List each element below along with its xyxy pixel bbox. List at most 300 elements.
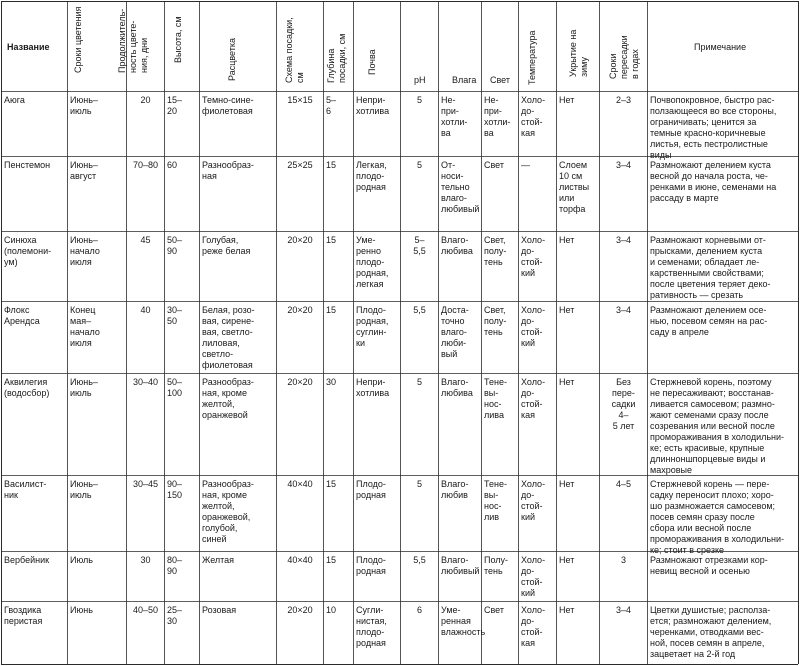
cell-line: Непри- — [356, 95, 386, 105]
cell-line: 5,5 — [413, 246, 426, 256]
cell-line: начало — [70, 246, 100, 256]
cell-depth — [326, 555, 351, 600]
cell-line: Не- — [484, 95, 499, 105]
cell-line: до- — [521, 616, 535, 626]
cell-line: 40×40 — [287, 555, 313, 565]
cell-line: стой- — [521, 501, 543, 511]
cell-line: 50 — [167, 316, 178, 326]
cell-line: Влаго- — [441, 555, 469, 565]
cell-line: сбора или весной после — [650, 523, 752, 533]
cell-note — [650, 377, 796, 474]
cell-duration — [129, 235, 162, 300]
cell-temp — [521, 555, 554, 600]
header-height: Высота, см — [173, 16, 183, 63]
cell-line: голубой, — [202, 523, 238, 533]
cell-line: июля — [70, 338, 92, 348]
cell-line: ограничивать; ценится за — [650, 117, 757, 127]
cell-duration — [129, 160, 162, 230]
cell-line: торфа — [559, 204, 586, 214]
cell-line: кая — [521, 410, 536, 420]
cell-line: (полемони- — [4, 246, 52, 256]
cell-line: 15 — [326, 235, 337, 245]
cell-line: любивый — [441, 204, 480, 214]
cell-line: 25– — [167, 605, 183, 615]
cell-line: шо размножается самосевом; — [650, 501, 776, 511]
cell-height — [167, 479, 197, 550]
cell-line: Свет, — [484, 235, 506, 245]
cell-line: Размножают отрезками кор- — [650, 555, 768, 565]
cell-line: Размножают делением осе- — [650, 305, 767, 315]
cell-line: 20 — [167, 106, 178, 116]
cell-line: 30–45 — [132, 479, 159, 489]
cell-line: Размножают делением куста — [650, 160, 771, 170]
cell-line: 70–80 — [132, 160, 159, 170]
cell-line: Июнь– — [70, 479, 98, 489]
cell-line: Тене- — [484, 479, 507, 489]
cell-line: лива — [484, 410, 504, 420]
cell-line: 2–3 — [615, 95, 632, 105]
header-bloom-time: Сроки цветения — [73, 6, 83, 73]
cell-line: полу- — [484, 246, 507, 256]
cell-ph — [403, 95, 436, 155]
cell-scheme — [279, 235, 321, 300]
cell-line: листья, есть пестролистные — [650, 139, 768, 149]
cell-light — [484, 95, 516, 155]
header-light: Свет — [490, 75, 511, 85]
cell-line: темные красно-коричневые — [650, 128, 766, 138]
cell-ph — [403, 305, 436, 372]
cell-soil — [356, 95, 398, 155]
cell-line: 15 — [326, 555, 337, 565]
cell-line: июль — [70, 106, 92, 116]
header-note: Примечание — [694, 42, 747, 52]
cell-name — [4, 305, 65, 372]
cell-line: лив — [484, 512, 500, 522]
cell-line: желтой, — [202, 501, 235, 511]
cell-line: 50– — [167, 377, 183, 387]
cell-line: точно — [441, 316, 465, 326]
cell-line: 30– — [167, 305, 183, 315]
cell-line: ная — [202, 171, 217, 181]
cell-line: вы- — [484, 490, 499, 500]
cell-line: Конец — [70, 305, 96, 315]
cell-line: Сугли- — [356, 605, 384, 615]
cell-duration — [129, 95, 162, 155]
cell-line: Нет — [559, 305, 575, 315]
cell-bloom — [70, 95, 124, 155]
cell-line: Уме- — [441, 605, 461, 615]
cell-line: Желтая — [202, 555, 235, 565]
cell-line: 5 — [416, 160, 422, 170]
cell-height — [167, 95, 197, 155]
cell-note — [650, 95, 796, 160]
cell-line: зацветает на 2-й год — [650, 649, 736, 659]
cell-name — [4, 95, 65, 155]
cell-line: 3–4 — [615, 305, 632, 315]
cell-line: фиолетовая — [202, 106, 253, 116]
cell-scheme — [279, 605, 321, 663]
cell-scheme — [279, 479, 321, 550]
cell-line: 30–40 — [132, 377, 159, 387]
cell-line: нистая, — [356, 616, 387, 626]
cell-line: Влаго- — [441, 235, 469, 245]
cell-color — [202, 555, 274, 600]
cell-line: Нет — [559, 555, 575, 565]
cell-transplant — [602, 377, 645, 474]
cell-line: родная — [356, 490, 386, 500]
cell-line: Холо- — [521, 479, 546, 489]
cell-line: при- — [484, 106, 502, 116]
cell-line: родная — [356, 638, 386, 648]
cell-light — [484, 555, 516, 600]
cell-line: ренно — [356, 246, 381, 256]
cell-line: пере- — [612, 388, 635, 398]
cell-line: Июнь– — [70, 377, 98, 387]
cell-line: хотлива — [356, 388, 390, 398]
cell-bloom — [70, 305, 124, 372]
cell-line: Холо- — [521, 235, 546, 245]
cell-scheme — [279, 160, 321, 230]
cell-line: стой- — [521, 257, 543, 267]
cell-line: Влаго- — [441, 377, 469, 387]
cell-line: Полу- — [484, 555, 509, 565]
cell-cover — [559, 605, 597, 663]
cell-temp — [521, 605, 554, 663]
cell-line: 20×20 — [287, 605, 313, 615]
cell-line: июль — [70, 490, 92, 500]
cell-light — [484, 160, 516, 230]
cell-line: Июнь– — [70, 95, 98, 105]
cell-line: до- — [521, 106, 535, 116]
cell-soil — [356, 160, 398, 230]
cell-moisture — [441, 555, 479, 600]
cell-soil — [356, 305, 398, 372]
cell-line: полу- — [484, 316, 507, 326]
cell-duration — [129, 555, 162, 600]
cell-line: созревания или весной после — [650, 421, 775, 431]
cell-line: 20×20 — [287, 377, 313, 387]
cell-line: садки — [611, 399, 636, 409]
cell-line: Свет — [484, 160, 505, 170]
cell-line: кая — [521, 638, 536, 648]
cell-line: влаго- — [441, 327, 467, 337]
cell-line: 3–4 — [615, 235, 632, 245]
cell-line: Влаго- — [441, 479, 469, 489]
cell-name — [4, 479, 65, 550]
cell-depth — [326, 479, 351, 550]
cell-ph — [403, 555, 436, 600]
cell-cover — [559, 95, 597, 155]
cell-scheme — [279, 305, 321, 372]
cell-line: саду в апреле — [650, 327, 709, 337]
cell-line: вы- — [484, 388, 499, 398]
cell-line: синей — [202, 534, 227, 544]
cell-note — [650, 605, 796, 663]
cell-line: Слоем — [559, 160, 588, 170]
cell-cover — [559, 555, 597, 600]
cell-line: ная, кроме — [202, 490, 247, 500]
cell-line: Нет — [559, 377, 575, 387]
cell-line: ум) — [4, 257, 18, 267]
cell-line: влаго- — [441, 193, 467, 203]
cell-moisture — [441, 235, 479, 300]
cell-height — [167, 555, 197, 600]
cell-line: до- — [521, 388, 535, 398]
cell-line: при- — [441, 106, 459, 116]
cell-light — [484, 305, 516, 372]
header-temperature: Температура — [527, 30, 537, 85]
cell-ph — [403, 479, 436, 550]
header-line: Схема посадки, — [284, 17, 294, 83]
cell-line: Плодо- — [356, 479, 386, 489]
cell-temp — [521, 479, 554, 550]
header-color: Расцветка — [227, 37, 237, 81]
cell-moisture — [441, 160, 479, 230]
cell-line: промораживания в холодильни- — [650, 432, 785, 442]
cell-line: Июнь– — [70, 235, 98, 245]
cell-line: стой- — [521, 327, 543, 337]
cell-ph — [403, 235, 436, 300]
cell-line: мая– — [70, 316, 92, 326]
cell-line: влажность — [441, 627, 486, 637]
cell-line: махровые — [650, 465, 692, 475]
cell-line: Голубая, — [202, 235, 239, 245]
cell-line: до- — [521, 490, 535, 500]
cell-line: ренками в июне, семенами на — [650, 182, 777, 192]
cell-temp — [521, 95, 554, 155]
cell-line: до- — [521, 566, 535, 576]
cell-ph — [403, 605, 436, 663]
cell-line: 60 — [167, 160, 178, 170]
cell-line: 15– — [167, 95, 183, 105]
cell-line: Василист- — [4, 479, 47, 489]
cell-line: лиловая, — [202, 338, 240, 348]
cell-line: посев семян сразу после — [650, 512, 755, 522]
cell-height — [167, 305, 197, 372]
cell-line: От- — [441, 160, 456, 170]
cell-duration — [129, 377, 162, 474]
cell-line: Стержневой корень — пере- — [650, 479, 770, 489]
cell-line: Пенстемон — [4, 160, 51, 170]
cell-line: 10 см — [559, 171, 583, 181]
cell-line: кий — [521, 338, 535, 348]
cell-note — [650, 160, 796, 230]
cell-line: 5 — [416, 95, 422, 105]
cell-line: оранжевой, — [202, 512, 251, 522]
cell-line: 90 — [167, 566, 178, 576]
cell-line: 3–4 — [615, 605, 632, 615]
cell-line: Июнь — [70, 605, 93, 615]
cell-line: Нет — [559, 479, 575, 489]
cell-cover — [559, 479, 597, 550]
cell-line: Холо- — [521, 377, 546, 387]
cell-line: родная — [356, 182, 386, 192]
cell-line: листвы — [559, 182, 590, 192]
cell-line: Темно-сине- — [202, 95, 254, 105]
cell-line: хотлива — [356, 106, 390, 116]
cell-scheme — [279, 95, 321, 155]
cell-line: Почвопокровное, быстро рас- — [650, 95, 775, 105]
cell-line: стой- — [521, 117, 543, 127]
cell-line: вая, сирене- — [202, 316, 255, 326]
cell-line: 45 — [140, 235, 151, 245]
cell-transplant — [602, 305, 645, 372]
cell-bloom — [70, 605, 124, 663]
cell-line: Холо- — [521, 95, 546, 105]
cell-note — [650, 235, 796, 300]
cell-line: Доста- — [441, 305, 469, 315]
cell-temp — [521, 160, 554, 230]
cell-line: весной до начала роста, че- — [650, 171, 768, 181]
cell-line: июль — [70, 388, 92, 398]
cell-line: ва — [484, 128, 494, 138]
cell-line: Плодо- — [356, 555, 386, 565]
cell-line: нос- — [484, 399, 502, 409]
cell-line: 5 — [416, 479, 422, 489]
cell-color — [202, 605, 274, 663]
cell-line: нью, посевом семян на рас- — [650, 316, 768, 326]
cell-line: Аюга — [4, 95, 25, 105]
cell-line: 20×20 — [287, 305, 313, 315]
cell-color — [202, 305, 274, 372]
cell-note — [650, 555, 796, 600]
cell-temp — [521, 377, 554, 474]
cell-line: люби- — [441, 338, 467, 348]
header-line: Продолжитель- — [117, 8, 127, 73]
cell-line: Нет — [559, 95, 575, 105]
cell-line: июля — [70, 257, 92, 267]
cell-line: 3–4 — [615, 160, 632, 170]
cell-line: после цветения теряет деко- — [650, 279, 771, 289]
cell-line: Аквилегия — [4, 377, 48, 387]
cell-cover — [559, 305, 597, 372]
cell-color — [202, 235, 274, 300]
cell-light — [484, 377, 516, 474]
cell-name — [4, 377, 65, 474]
cell-line: светло- — [202, 349, 234, 359]
cell-name — [4, 555, 65, 600]
cell-line: 10 — [326, 605, 337, 615]
cell-bloom — [70, 555, 124, 600]
cell-light — [484, 479, 516, 550]
cell-line: ки — [356, 338, 365, 348]
header-line: ность цвете- — [128, 20, 138, 73]
cell-line: ной, посев семян в апреле, — [650, 638, 765, 648]
cell-depth — [326, 235, 351, 300]
cell-moisture — [441, 605, 486, 663]
cell-line: 6 — [416, 605, 422, 615]
cell-line: Синюха — [4, 235, 37, 245]
cell-line: кий — [521, 588, 535, 598]
cell-line: любив — [441, 490, 468, 500]
cell-line: 5– — [326, 95, 337, 105]
cell-cover — [559, 235, 597, 300]
cell-line: — — [521, 160, 530, 170]
cell-line: 6 — [326, 106, 332, 116]
cell-moisture — [441, 95, 479, 155]
cell-cover — [559, 377, 597, 474]
cell-line: ется; размножают делением, — [650, 616, 772, 626]
cell-line: Розовая — [202, 605, 237, 615]
cell-line: Плодо- — [356, 305, 386, 315]
cell-light — [484, 235, 516, 300]
cell-line: 5 лет — [612, 421, 635, 431]
cell-line: стой- — [521, 577, 543, 587]
cell-line: до- — [521, 246, 535, 256]
cell-line: не пересаживают; восстанав- — [650, 388, 774, 398]
cell-line: 50– — [167, 235, 183, 245]
cell-soil — [356, 479, 398, 550]
cell-line: 40×40 — [287, 479, 313, 489]
cell-line: ник — [4, 490, 18, 500]
header-line: Сроки — [608, 53, 618, 79]
cell-line: промораживания в холодильни- — [650, 534, 785, 544]
cell-line: 30 — [167, 616, 178, 626]
cell-line: тень — [484, 327, 503, 337]
cell-height — [167, 235, 197, 300]
cell-transplant — [602, 95, 645, 155]
header-moisture: Влага — [452, 75, 477, 85]
header-transplant — [608, 35, 641, 79]
cell-line: 80– — [167, 555, 183, 565]
cell-name — [4, 160, 65, 230]
cell-color — [202, 160, 274, 230]
cell-line: Не- — [441, 95, 456, 105]
cell-depth — [326, 377, 351, 474]
cell-line: черенками, отводками вес- — [650, 627, 764, 637]
cell-name — [4, 605, 65, 663]
cell-line: Разнообраз- — [202, 377, 254, 387]
cell-temp — [521, 235, 554, 300]
cell-line: тень — [484, 257, 503, 267]
cell-note — [650, 305, 796, 372]
cell-line: 5,5 — [413, 555, 426, 565]
cell-transplant — [602, 479, 645, 550]
cell-line: 5– — [414, 235, 425, 245]
plant-table — [1, 1, 798, 664]
cell-line: кая — [521, 128, 536, 138]
cell-line: Уме- — [356, 235, 376, 245]
cell-name — [4, 235, 65, 300]
cell-line: желтой, — [202, 399, 235, 409]
cell-line: тельно — [441, 182, 470, 192]
cell-line: 20 — [140, 95, 151, 105]
cell-line: хотли- — [441, 117, 468, 127]
cell-line: Цветки душистые; располза- — [650, 605, 771, 615]
cell-line: Непри- — [356, 377, 386, 387]
cell-line: ке; есть красивые, крупные — [650, 443, 765, 453]
cell-ph — [403, 160, 436, 230]
cell-line: и семенами; обладает ле- — [650, 257, 760, 267]
cell-line: Холо- — [521, 555, 546, 565]
cell-line: 4– — [618, 410, 629, 420]
cell-bloom — [70, 235, 124, 300]
cell-line: 15 — [326, 305, 337, 315]
cell-line: любива — [441, 388, 473, 398]
cell-line: кий — [521, 268, 535, 278]
cell-line: плодо- — [356, 171, 385, 181]
cell-line: Вербейник — [4, 555, 50, 565]
cell-line: вый — [441, 349, 458, 359]
cell-line: 5 — [416, 377, 422, 387]
cell-line: стой- — [521, 399, 543, 409]
cell-line: легкая — [356, 279, 384, 289]
cell-duration — [129, 605, 162, 663]
cell-line: родная — [356, 566, 386, 576]
header-line: в годах — [630, 49, 640, 79]
header-line: Глубина — [326, 48, 336, 83]
header-line: зиму — [579, 57, 589, 77]
